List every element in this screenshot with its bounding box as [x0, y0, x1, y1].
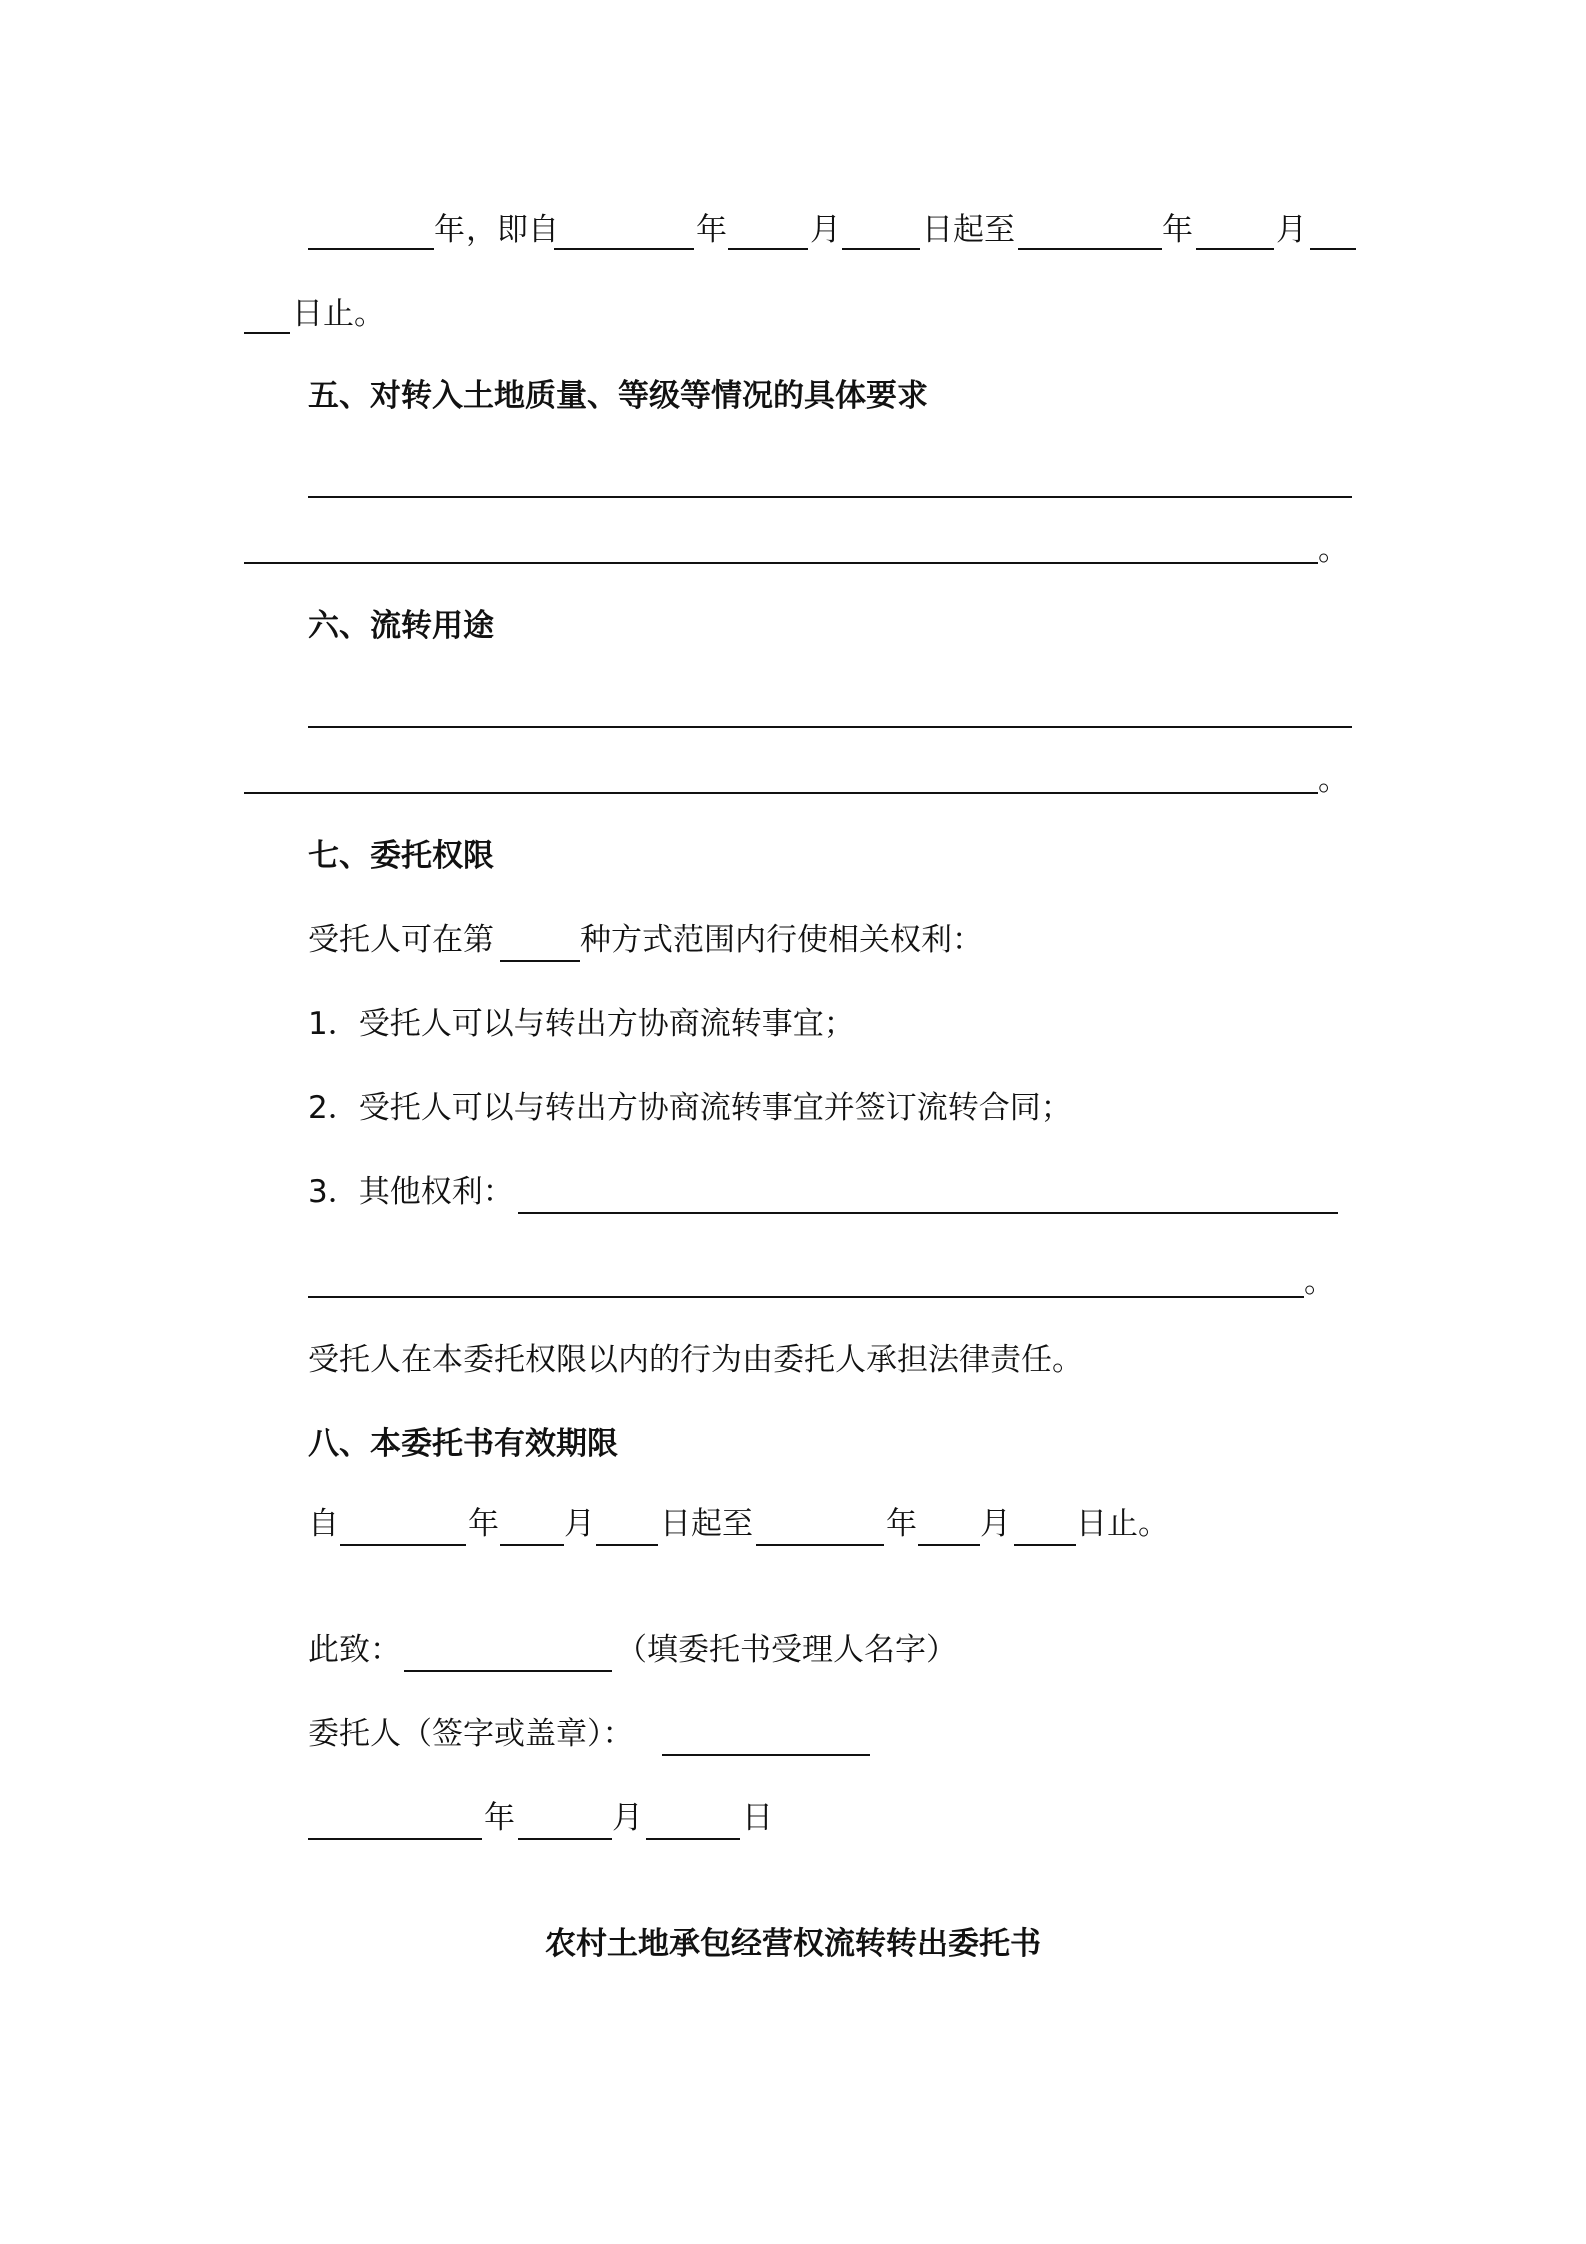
section7-intro-pre: 受托人可在第: [308, 922, 494, 958]
text-ri-zhi: 日止。: [1076, 1506, 1169, 1542]
blank-valid-start-year[interactable]: [340, 1544, 466, 1546]
blank-start-year[interactable]: [554, 248, 694, 250]
text-nian: 年: [434, 212, 465, 248]
section7-item1: 1．受托人可以与转出方协商流转事宜；: [308, 1006, 855, 1042]
text-zi: 自: [308, 1506, 339, 1542]
blank-sign-day[interactable]: [646, 1838, 740, 1840]
text-yue: 月: [564, 1506, 595, 1542]
text-yue: 月: [612, 1800, 643, 1836]
blank-sign-year[interactable]: [308, 1838, 482, 1840]
principal-signature-label: 委托人（签字或盖章）：: [308, 1716, 634, 1752]
blank-valid-end-year[interactable]: [756, 1544, 884, 1546]
blank-end-day-part2[interactable]: [244, 332, 290, 334]
blank-sign-month[interactable]: [518, 1838, 612, 1840]
blank-recipient-name[interactable]: [404, 1670, 612, 1672]
section5-fill-line2[interactable]: [244, 562, 1318, 564]
text-nian: 年: [886, 1506, 917, 1542]
text-ri-qi-zhi: 日起至: [922, 212, 1015, 248]
text-nian: 年: [484, 1800, 515, 1836]
text-yue: 月: [980, 1506, 1011, 1542]
blank-end-month[interactable]: [1196, 248, 1274, 250]
next-document-title: 农村土地承包经营权流转转出委托书: [545, 1926, 1041, 1962]
section7-intro-post: 种方式范围内行使相关权利：: [580, 922, 983, 958]
ci-zhi-label: 此致：: [308, 1632, 401, 1668]
section7-liability: 受托人在本委托权限以内的行为由委托人承担法律责任。: [308, 1342, 1083, 1378]
section6-fill-line2[interactable]: [244, 792, 1318, 794]
section5-end-mark: 。: [1318, 532, 1349, 568]
section8-heading: 八、本委托书有效期限: [308, 1426, 618, 1462]
text-ji-zi: ，即自: [466, 212, 559, 248]
text-nian: 年: [696, 212, 727, 248]
blank-other-rights-line1[interactable]: [518, 1212, 1338, 1214]
section6-fill-line1[interactable]: [308, 726, 1352, 728]
blank-end-year[interactable]: [1018, 248, 1162, 250]
ci-zhi-note: （填委托书受理人名字）: [616, 1632, 957, 1668]
text-nian: 年: [468, 1506, 499, 1542]
blank-valid-start-month[interactable]: [500, 1544, 564, 1546]
blank-start-month[interactable]: [728, 248, 808, 250]
section7-item3-end-mark: 。: [1304, 1264, 1335, 1300]
blank-end-day-part1[interactable]: [1310, 248, 1356, 250]
section7-heading: 七、委托权限: [308, 838, 494, 874]
text-nian: 年: [1162, 212, 1193, 248]
section5-fill-line1[interactable]: [308, 496, 1352, 498]
section7-item2: 2．受托人可以与转出方协商流转事宜并签订流转合同；: [308, 1090, 1072, 1126]
blank-start-day[interactable]: [842, 248, 920, 250]
blank-principal-signature[interactable]: [662, 1754, 870, 1756]
blank-valid-end-day[interactable]: [1014, 1544, 1076, 1546]
blank-valid-start-day[interactable]: [596, 1544, 658, 1546]
blank-term-years[interactable]: [308, 248, 434, 250]
section6-heading: 六、流转用途: [308, 608, 494, 644]
text-ri-qi-zhi: 日起至: [660, 1506, 753, 1542]
text-ri-zhi: 日止。: [292, 296, 385, 332]
text-ri: 日: [742, 1800, 773, 1836]
section7-item3: 3．其他权利：: [308, 1174, 514, 1210]
text-yue: 月: [1276, 212, 1307, 248]
blank-method-number[interactable]: [500, 960, 580, 962]
section6-end-mark: 。: [1318, 762, 1349, 798]
text-yue: 月: [810, 212, 841, 248]
blank-valid-end-month[interactable]: [918, 1544, 980, 1546]
section5-heading: 五、对转入土地质量、等级等情况的具体要求: [308, 378, 928, 414]
blank-other-rights-line2[interactable]: [308, 1296, 1304, 1298]
